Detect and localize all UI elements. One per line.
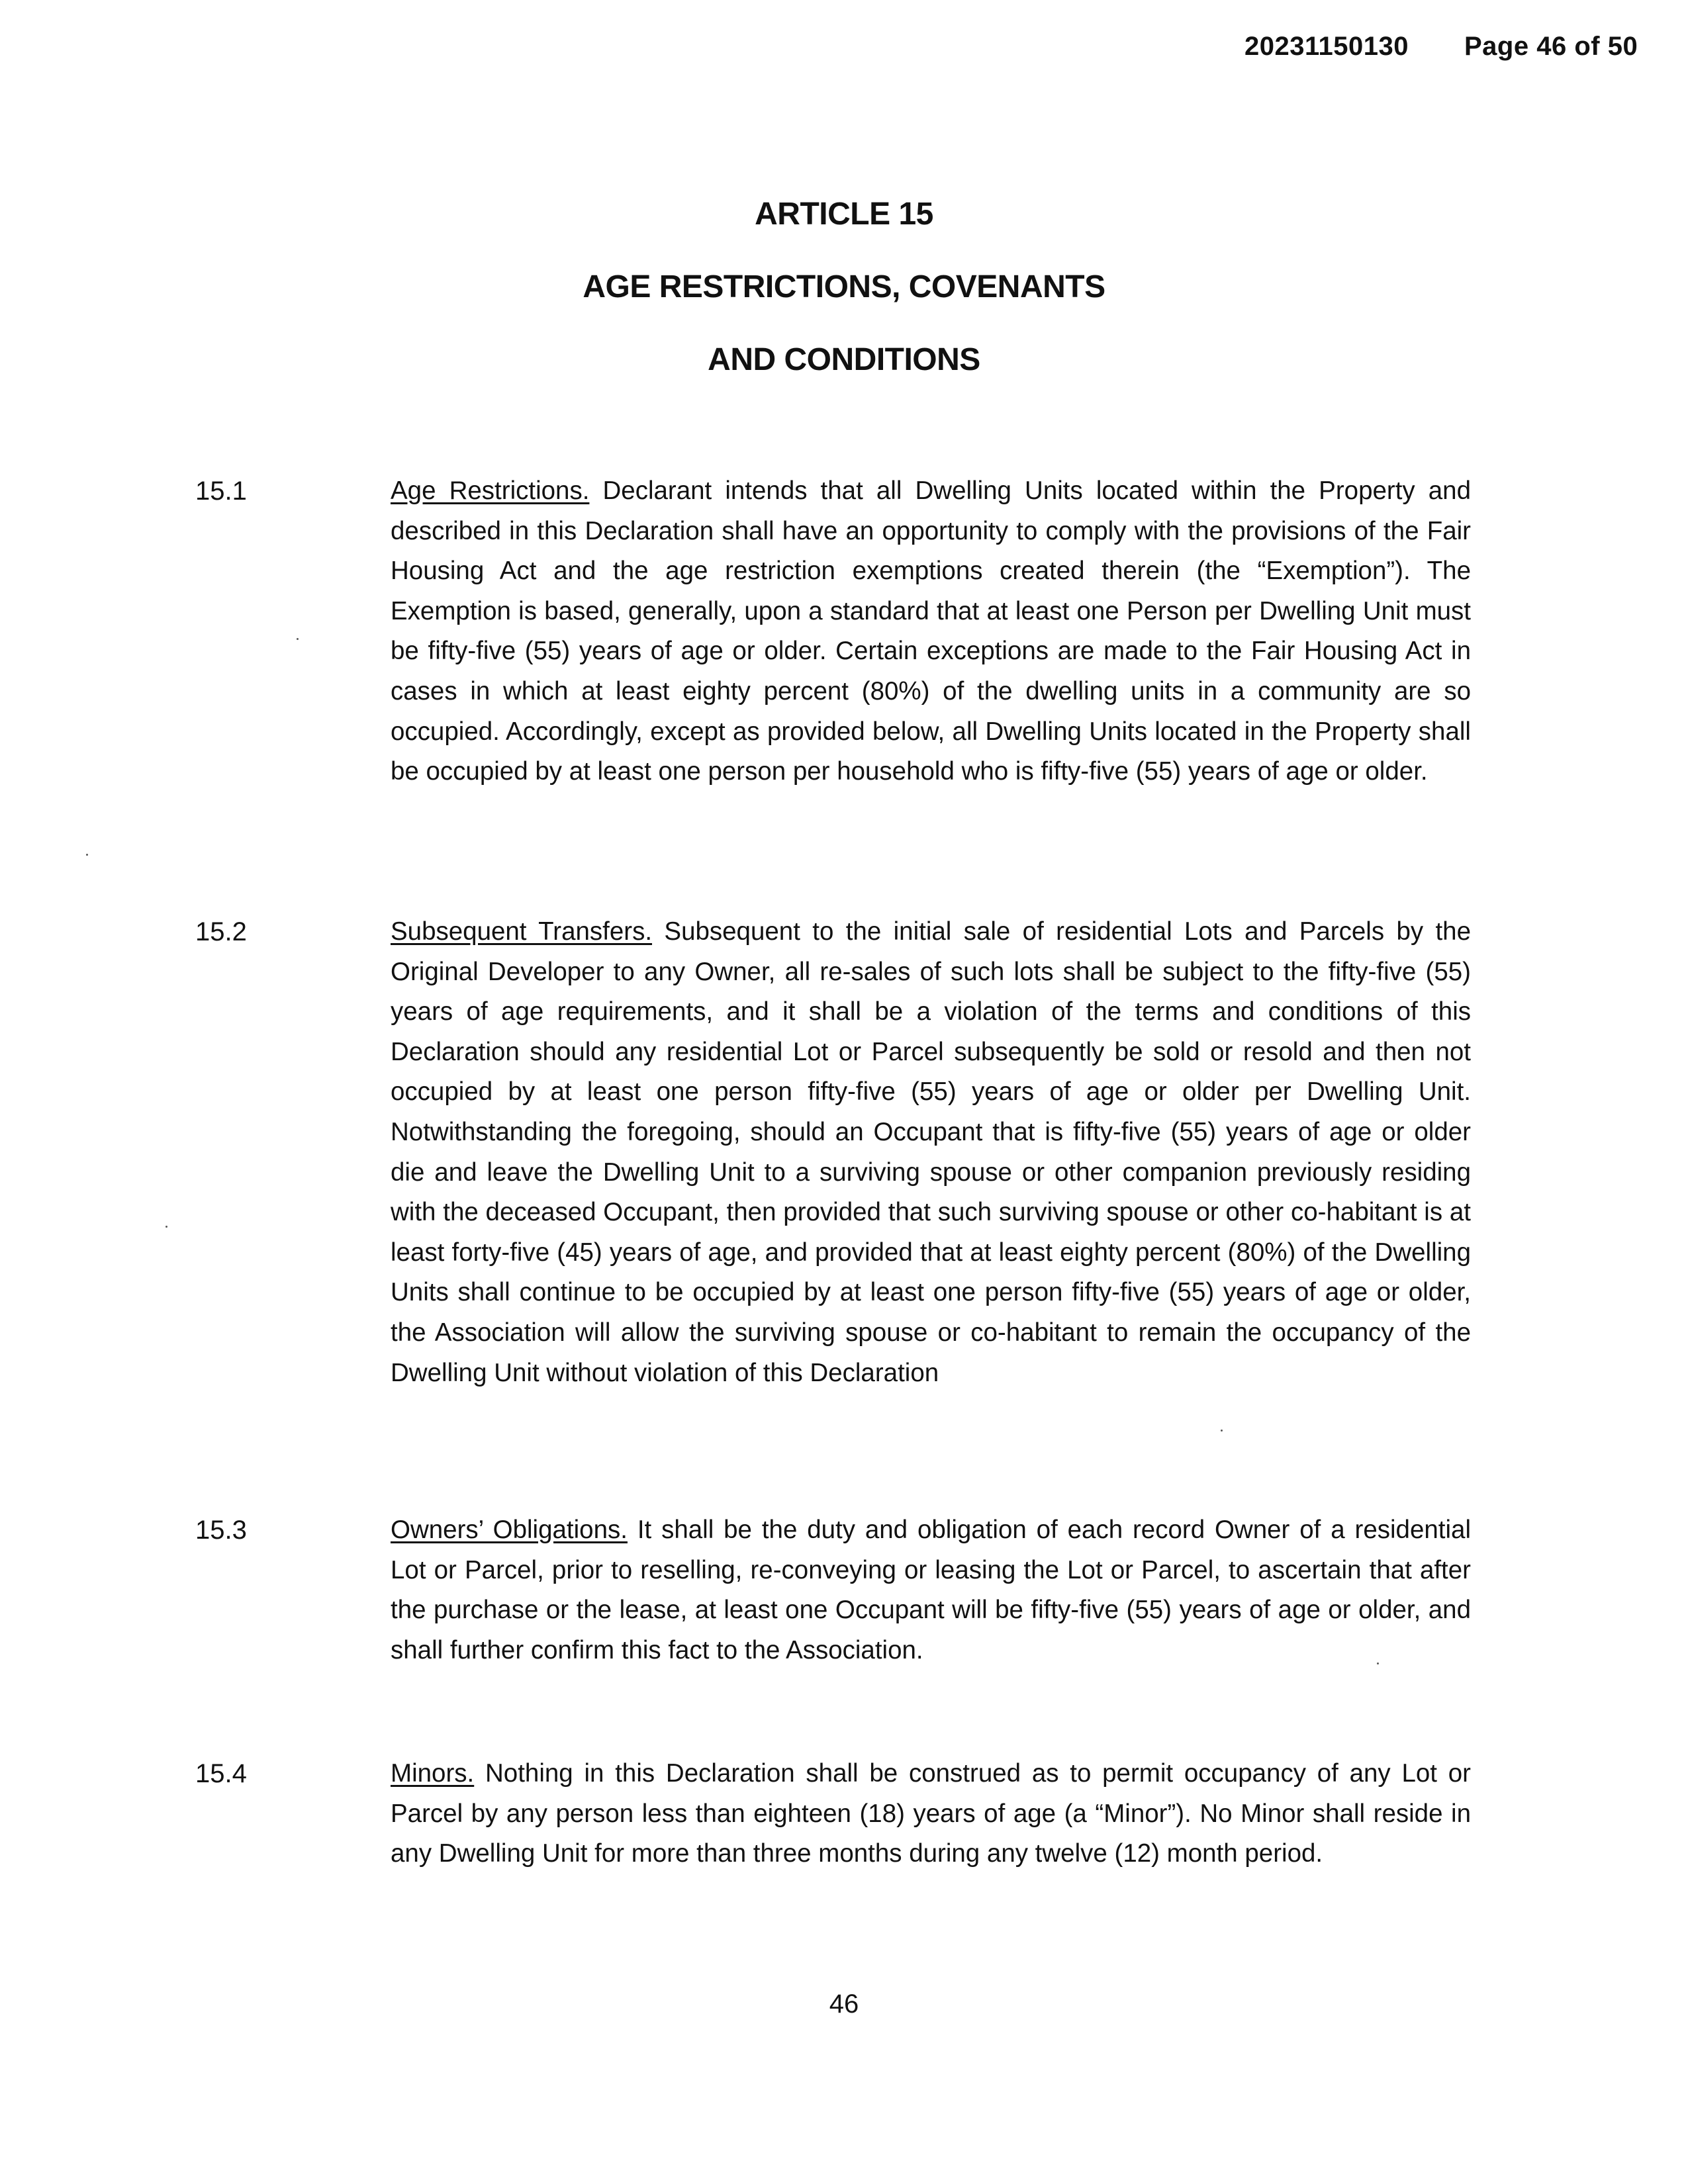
section-heading: Owners’ Obligations. xyxy=(391,1516,628,1544)
section-number: 15.4 xyxy=(195,1759,247,1788)
page-number: 46 xyxy=(829,1989,859,2019)
section-text: Nothing in this Declaration shall be construed as to permit occupancy of any Lot or Parcel by any person less than eighteen (18) years of age (a “Minor”). No Minor shall reside in any Dwelling Unit for more than three months during any twelve (12) month period. xyxy=(391,1759,1471,1868)
article-title: ARTICLE 15 xyxy=(755,197,933,232)
scan-speck xyxy=(1377,1662,1379,1664)
scan-speck xyxy=(86,854,88,856)
article-subtitle-line-2: AND CONDITIONS xyxy=(708,342,980,377)
section-text: Declarant intends that all Dwelling Units located within the Property and described in this Declaration shall have an opportunity to comply with the provisions of the Fair Housing Act and the age restriction exemptions created therein (the “Exemption”). The Exemption is based, generally, upon a standard that at least one Person per Dwelling Unit must be fifty-five (55) years of age or older. Certain exceptions are made to the Fair Housing Act in cases in which at least eighty percent (80%) of the dwelling units in a community are so occupied. Accordingly, except as provided below, all Dwelling Units located in the Property shall be occupied by at least one person per household who is fifty-five (55) years of age or older. xyxy=(391,477,1471,786)
scan-speck xyxy=(1221,1430,1223,1432)
section-body xyxy=(391,1754,1471,1874)
scan-speck xyxy=(165,1226,167,1228)
article-subtitle-line-1: AGE RESTRICTIONS, COVENANTS xyxy=(583,269,1105,304)
section-heading: Subsequent Transfers. xyxy=(391,917,653,946)
section-number: 15.3 xyxy=(195,1516,247,1545)
section-heading: Age Restrictions. xyxy=(391,477,590,505)
section-number: 15.1 xyxy=(195,477,247,506)
section-text: It shall be the duty and obligation of each record Owner of a residential Lot or Parcel, prior to reselling, re-conveying or leasing the Lot or Parcel, to ascertain that after the purchase or the lease, at least one Occupant will be fifty-five (55) years of age or older, and shall further confirm this fact to the Association. xyxy=(391,1516,1471,1664)
scan-speck xyxy=(297,638,299,640)
section-heading: Minors. xyxy=(391,1759,475,1788)
document-id: 20231150130 xyxy=(1244,32,1409,61)
section-body xyxy=(391,1510,1471,1670)
section-body xyxy=(391,471,1471,792)
section-body xyxy=(391,912,1471,1393)
section-number: 15.2 xyxy=(195,917,247,946)
section-text: Subsequent to the initial sale of residential Lots and Parcels by the Original Developer to any Owner, all re-sales of such lots shall be subject to the fifty-five (55) years of age requirements, and it shall be a violation of the terms and conditions of this Declaration should any residential Lot or Parcel subsequently be sold or resold and then not occupied by at least one person fifty-five (55) years of age or older per Dwelling Unit. Notwithstanding the foregoing, should an Occupant that is fifty-five (55) years of age or older die and leave the Dwelling Unit to a surviving spouse or other companion previously residing with the deceased Occupant, then provided that such surviving spouse or other co-habitant is at least forty-five (45) years of age, and provided that at least eighty percent (80%) of the Dwelling Units shall continue to be occupied by at least one person fifty-five (55) years of age or older, the Association will allow the surviving spouse or co-habitant to remain the occupancy of the Dwelling Unit without violation of this Declaration xyxy=(391,917,1471,1387)
page-label: Page 46 of 50 xyxy=(1464,32,1638,61)
